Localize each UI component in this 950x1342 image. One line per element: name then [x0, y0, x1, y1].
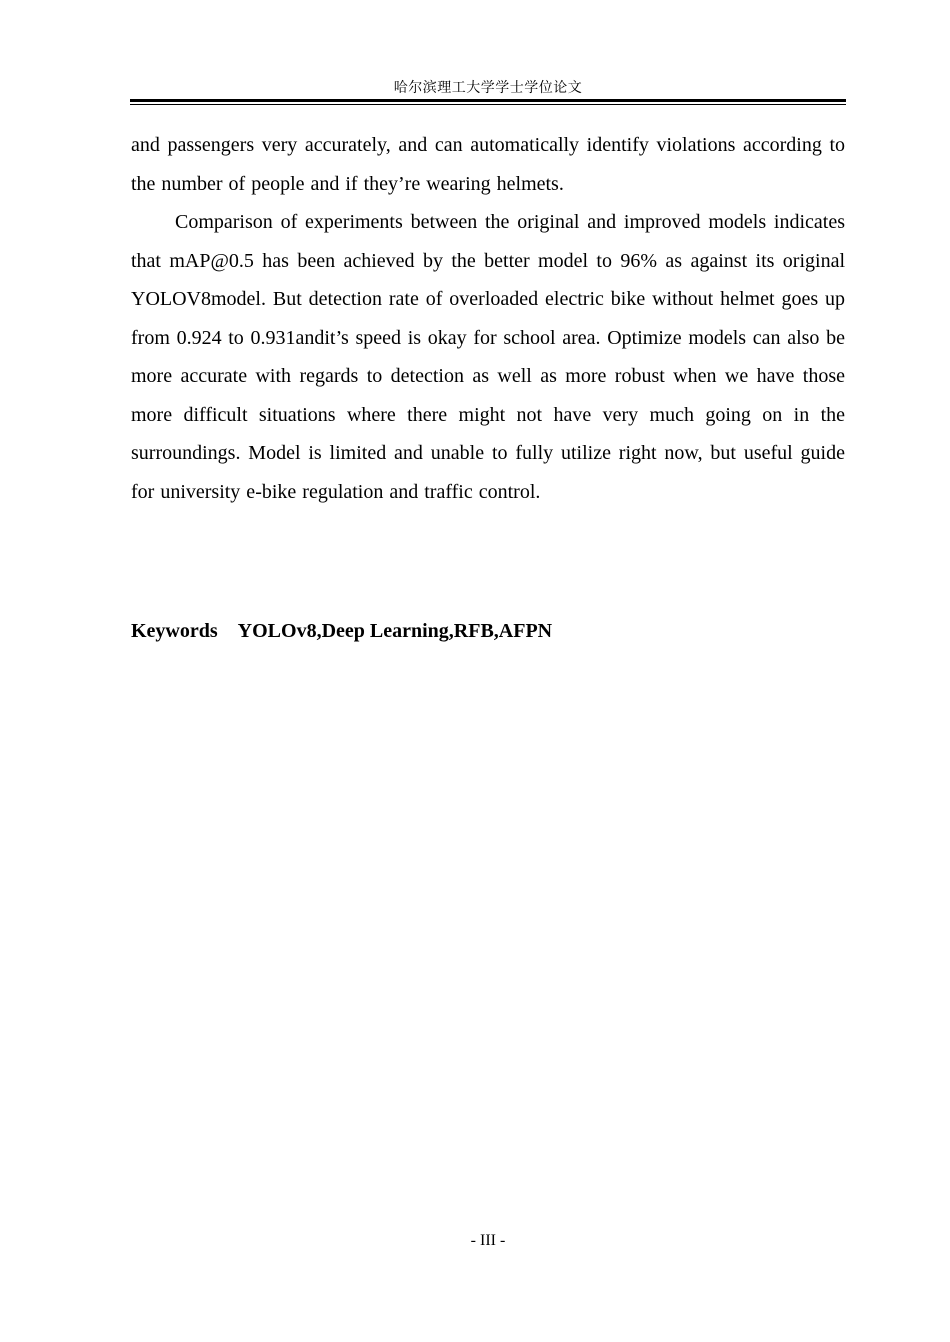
page-number: - III -: [470, 1232, 506, 1249]
keywords-value: YOLOv8,Deep Learning,RFB,AFPN: [237, 620, 553, 642]
page-header: 哈尔滨理工大学学士学位论文: [393, 80, 583, 96]
abstract-body: [131, 126, 845, 511]
abstract-paragraph-comparison: Comparison of experiments between the original and improved models indicates that mAP@0.5 has been achieved by the better model to 96% as against its original YOLOV8model. But detection rate of overloaded electric bike without helmet goes up from 0.924 to 0.931andit’s speed is okay for school area. Optimize models can also be more accurate with regards to detection as well as more robust when we have those more difficult situations where there might not have very much going on in the surroundings. Model is limited and unable to fully utilize right now, but useful guide for university e-bike regulation and traffic control.: [131, 211, 845, 503]
keywords-label: Keywords: [131, 620, 218, 642]
header-rule-thin: [130, 104, 846, 105]
abstract-paragraph-continued: and passengers very accurately, and can automatically identify violations according to the number of people and if they’re wearing helmets.: [131, 134, 845, 195]
header-rule-thick: [130, 99, 846, 102]
keywords-line: [131, 616, 845, 646]
